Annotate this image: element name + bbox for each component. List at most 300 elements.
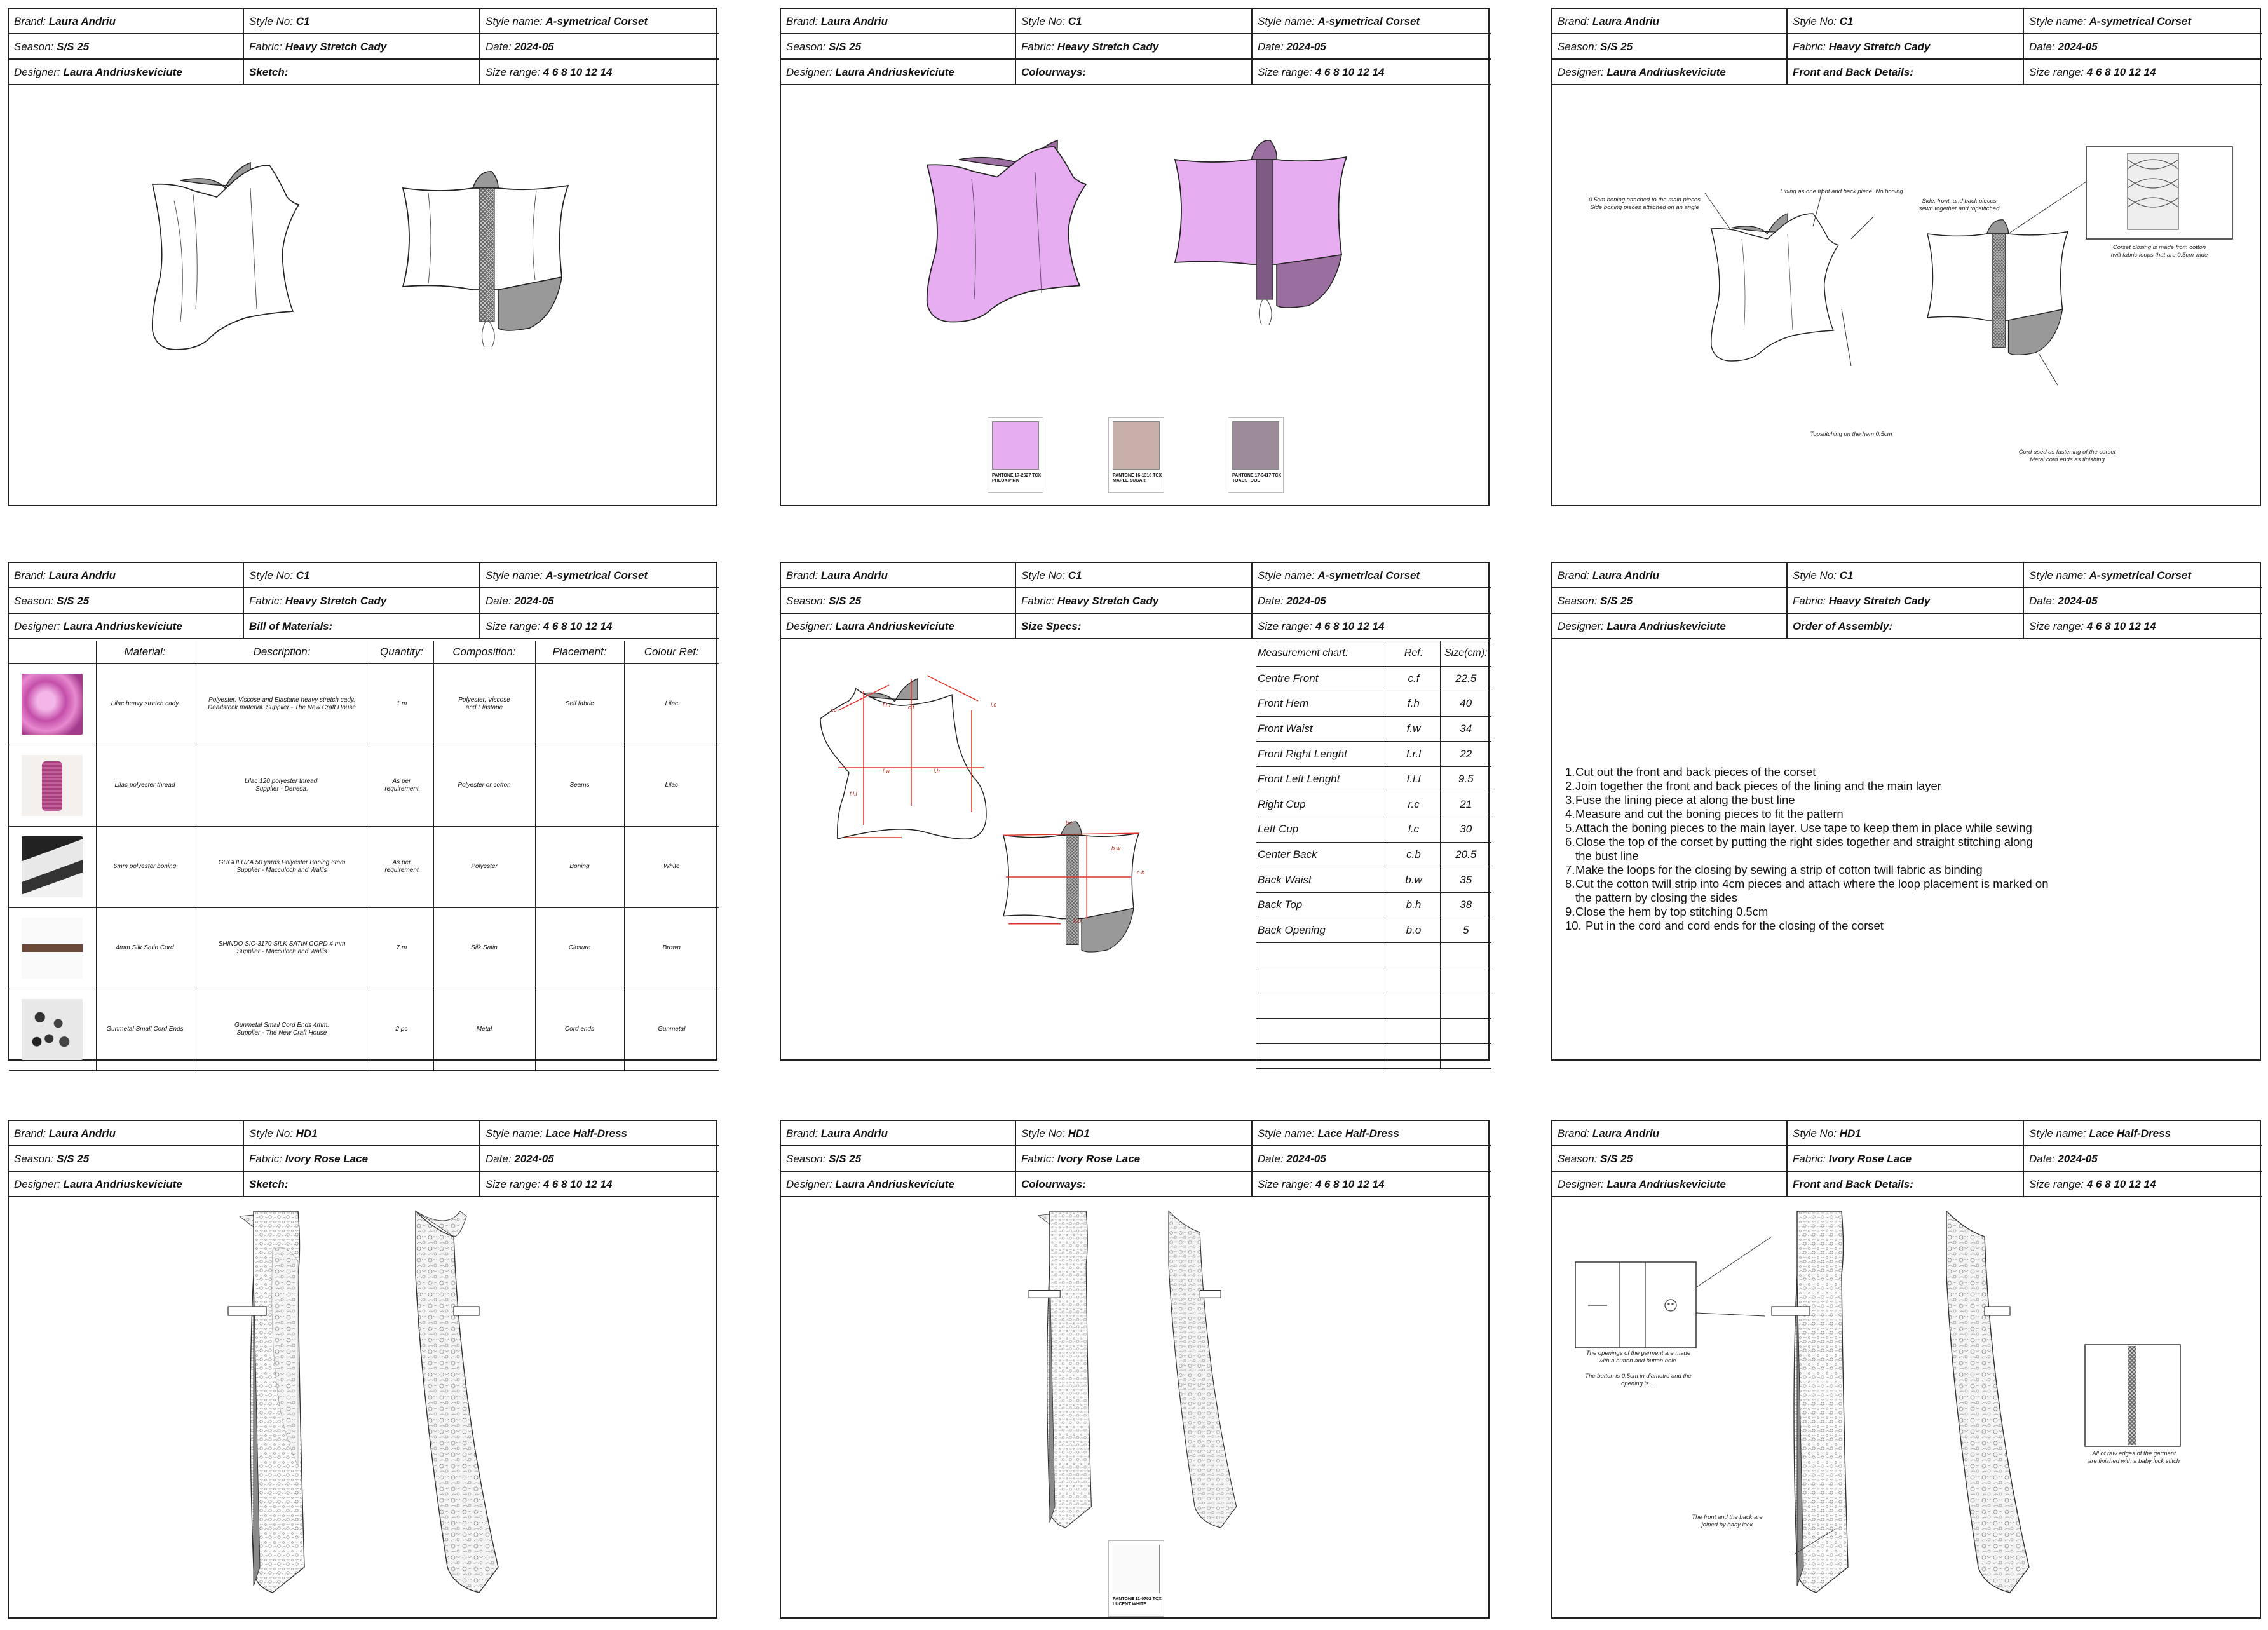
fabric-cell: Fabric: Ivory Rose Lace [1788, 1146, 2024, 1172]
section-title: Colourways: [1016, 60, 1253, 85]
measurement-sketch-label: l.c [991, 702, 996, 708]
size-range-cell: Size range: 4 6 8 10 12 14 [480, 1172, 719, 1197]
measurement-row [1256, 766, 1491, 792]
measurement-sketch-label: r.c [831, 707, 837, 713]
measurement-row [1256, 817, 1491, 843]
assembly-step [1565, 863, 2049, 877]
measurement-sketch-label: f.w [883, 768, 890, 774]
measurement-cell: Ref: [1387, 641, 1441, 667]
measurement-row [1256, 1043, 1491, 1069]
bom-cell: Polyester, Viscose and Elastane heavy stretch cady. Deadstock material. Supplier - The New Craft House [194, 663, 370, 745]
assembly-step-text: Cut the cotton twill strip into 4cm pieces and attach where the loop placement is marked on [1575, 877, 2049, 890]
measurement-cell: 9.5 [1441, 766, 1491, 792]
corset-front-sketch [153, 163, 299, 350]
bom-row [9, 989, 719, 1070]
measurement-cell [1256, 1018, 1387, 1043]
fabric-cell: Fabric: Ivory Rose Lace [244, 1146, 480, 1172]
measurement-cell: Measurement chart: [1256, 641, 1387, 667]
brand-cell: Brand: Laura Andriu [1552, 563, 1788, 588]
measurement-cell: Front Right Lenght [1256, 742, 1387, 767]
section-title: Bill of Materials: [244, 614, 480, 639]
bom-cell: 2 pc [370, 989, 433, 1070]
bom-cell: Self fabric [535, 663, 624, 745]
season-cell: Season: S/S 25 [781, 588, 1016, 614]
designer-cell: Designer: Laura Andriuskeviciute [9, 614, 244, 639]
bom-table [9, 641, 719, 1071]
designer-cell: Designer: Laura Andriuskeviciute [1552, 1172, 1788, 1197]
assembly-step-number: 5. [1565, 821, 1575, 834]
date-cell: Date: 2024-05 [1253, 1146, 1491, 1172]
bom-cell: Lilac heavy stretch cady [96, 663, 194, 745]
dress-detail-sketch [1552, 1199, 2260, 1619]
date-cell: Date: 2024-05 [2024, 1146, 2262, 1172]
colour-chip-label: PANTONE 11-0702 TCX LUCENT WHITE [1113, 1597, 1162, 1606]
size-range-cell: Size range: 4 6 8 10 12 14 [2024, 60, 2262, 85]
bom-header-cell: Placement: [535, 641, 624, 663]
bom-cell: 7 m [370, 907, 433, 989]
detail-note-boning: 0.5cm boning attached to the main pieces Side boning pieces attached on an angle [1589, 196, 1701, 211]
material-swatch-image [22, 836, 83, 897]
bom-cell: As per requirement [370, 745, 433, 826]
date-cell: Date: 2024-05 [480, 588, 719, 614]
season-cell: Season: S/S 25 [1552, 588, 1788, 614]
section-title: Sketch: [244, 60, 480, 85]
bom-header-cell: Colour Ref: [624, 641, 719, 663]
measurement-row [1256, 1018, 1491, 1043]
corset-detail-sketch [1552, 86, 2260, 506]
section-title: Size Specs: [1016, 614, 1253, 639]
measurement-cell: Back Opening [1256, 918, 1387, 943]
dress-colourways-page [780, 1120, 1490, 1619]
bom-cell: Gunmetal [624, 989, 719, 1070]
bom-cell: Polyester or cotton [433, 745, 535, 826]
measurement-cell: Center Back [1256, 842, 1387, 867]
brand-cell: Brand: Laura Andriu [1552, 9, 1788, 34]
brand-cell: Brand: Laura Andriu [781, 563, 1016, 588]
designer-cell: Designer: Laura Andriuskeviciute [9, 1172, 244, 1197]
style-name-cell: Style name: Lace Half-Dress [480, 1121, 719, 1146]
measurement-header-row [1256, 641, 1491, 667]
measurement-cell [1441, 968, 1491, 993]
material-swatch-image [22, 999, 83, 1060]
size-range-cell: Size range: 4 6 8 10 12 14 [2024, 614, 2262, 639]
season-cell: Season: S/S 25 [9, 34, 244, 60]
measurement-cell: b.o [1387, 918, 1441, 943]
measurement-row [1256, 892, 1491, 918]
style-no-cell: Style No: HD1 [244, 1121, 480, 1146]
measurement-cell: c.f [1387, 666, 1441, 691]
detail-note-openings: The openings of the garment are made with a button and button hole. The button is 0.5cm in diametre and the opening is ... [1585, 1350, 1692, 1387]
detail-note-raw-edges: All of raw edges of the garment are finished with a baby lock stitch [2088, 1450, 2180, 1465]
assembly-step-text: Join together the front and back pieces of the lining and the main layer [1575, 779, 1941, 792]
designer-cell: Designer: Laura Andriuskeviciute [781, 614, 1016, 639]
detail-note-cord: Cord used as fastening of the corset Metal cord ends as finishing [2018, 449, 2116, 463]
measurement-cell: 21 [1441, 792, 1491, 817]
measurement-cell [1441, 1043, 1491, 1069]
assembly-step [1565, 793, 2049, 807]
measurement-cell [1441, 1018, 1491, 1043]
measurement-cell: Back Top [1256, 892, 1387, 918]
measurement-row [1256, 666, 1491, 691]
corset-flat-sketch [9, 86, 716, 506]
measurement-row [1256, 792, 1491, 817]
detail-note-babylock: The front and the back are joined by baby lock [1692, 1514, 1763, 1528]
dress-sketch-area [9, 1199, 716, 1619]
brand-cell: Brand: Laura Andriu [9, 563, 244, 588]
details-area [1552, 86, 2260, 506]
season-cell: Season: S/S 25 [1552, 34, 1788, 60]
brand-cell: Brand: Laura Andriu [9, 9, 244, 34]
brand-cell: Brand: Laura Andriu [781, 1121, 1016, 1146]
season-cell: Season: S/S 25 [781, 34, 1016, 60]
colour-chip-swatch [1113, 421, 1160, 470]
style-name-cell: Style name: A-symetrical Corset [1253, 563, 1491, 588]
measurement-cell [1256, 1043, 1387, 1069]
measurement-cell: Back Waist [1256, 867, 1387, 893]
bom-cell: Lilac polyester thread [96, 745, 194, 826]
fabric-cell: Fabric: Ivory Rose Lace [1016, 1146, 1253, 1172]
season-cell: Season: S/S 25 [1552, 1146, 1788, 1172]
style-no-cell: Style No: C1 [1016, 563, 1253, 588]
measurement-cell [1387, 968, 1441, 993]
bom-header-cell: Material: [96, 641, 194, 663]
bom-cell: Brown [624, 907, 719, 989]
measurement-cell [1256, 943, 1387, 968]
measurement-sketch-label: f.h [934, 768, 940, 774]
measurement-cell: 5 [1441, 918, 1491, 943]
measurement-cell: Front Left Lenght [1256, 766, 1387, 792]
spec-header [9, 9, 716, 85]
bom-header-cell: Composition: [433, 641, 535, 663]
bom-area [9, 641, 716, 1061]
season-cell: Season: S/S 25 [9, 1146, 244, 1172]
fabric-cell: Fabric: Heavy Stretch Cady [244, 588, 480, 614]
assembly-step-text: the pattern by closing the sides [1575, 891, 1738, 904]
bom-cell: Polyester [433, 826, 535, 907]
section-title: Colourways: [1016, 1172, 1253, 1197]
measurement-sketch-label: f.r.l [883, 702, 891, 708]
bom-cell: GUGULUZA 50 yards Polyester Boning 6mm Supplier - Macculoch and Wallis [194, 826, 370, 907]
measurement-sketch [781, 641, 1251, 1061]
measurement-row [1256, 842, 1491, 867]
bom-cell: Gunmetal Small Cord Ends 4mm. Supplier - The New Craft House [194, 989, 370, 1070]
assembly-step [1565, 765, 2049, 779]
colour-chip-swatch [1113, 1545, 1160, 1593]
dress-flat-sketch [9, 1199, 716, 1619]
bom-cell: Closure [535, 907, 624, 989]
measurement-cell: f.h [1387, 691, 1441, 717]
bom-cell: 6mm polyester boning [96, 826, 194, 907]
assembly-step-number: 3. [1565, 793, 1575, 806]
bom-cell: 1 m [370, 663, 433, 745]
style-name-cell: Style name: Lace Half-Dress [1253, 1121, 1491, 1146]
measurement-cell: b.w [1387, 867, 1441, 893]
designer-cell: Designer: Laura Andriuskeviciute [1552, 614, 1788, 639]
bom-cell: Polyester, Viscose and Elastane [433, 663, 535, 745]
measurement-row [1256, 742, 1491, 767]
measurement-sketch-label: b.w [1111, 845, 1121, 852]
measurement-cell [1387, 1018, 1441, 1043]
bom-cell: Gunmetal Small Cord Ends [96, 989, 194, 1070]
assembly-step [1565, 919, 2049, 933]
colour-chip [988, 417, 1043, 493]
fabric-cell: Fabric: Heavy Stretch Cady [244, 34, 480, 60]
brand-cell: Brand: Laura Andriu [9, 1121, 244, 1146]
detail-note-closing: Corset closing is made from cotton twill fabric loops that are 0.5cm wide [2110, 244, 2208, 259]
bom-header-cell: Quantity: [370, 641, 433, 663]
measurement-cell: c.b [1387, 842, 1441, 867]
measurement-sketch-label: b.o [1073, 918, 1082, 924]
measurement-cell: Right Cup [1256, 792, 1387, 817]
bom-cell: 4mm Silk Satin Cord [96, 907, 194, 989]
measurement-cell [1387, 993, 1441, 1019]
designer-cell: Designer: Laura Andriuskeviciute [9, 60, 244, 85]
measurement-cell: f.r.l [1387, 742, 1441, 767]
assembly-page [1551, 562, 2261, 1061]
section-title: Front and Back Details: [1788, 1172, 2024, 1197]
style-name-cell: Style name: Lace Half-Dress [2024, 1121, 2262, 1146]
size-range-cell: Size range: 4 6 8 10 12 14 [1253, 614, 1491, 639]
colour-chip-label: PANTONE 17-2627 TCX PHLOX PINK [992, 473, 1042, 483]
size-range-cell: Size range: 4 6 8 10 12 14 [480, 614, 719, 639]
date-cell: Date: 2024-05 [480, 1146, 719, 1172]
measurement-cell [1256, 968, 1387, 993]
corset-back-sketch [403, 172, 568, 347]
style-no-cell: Style No: HD1 [1788, 1121, 2024, 1146]
bom-cell: Seams [535, 745, 624, 826]
assembly-step-text: Attach the boning pieces to the main layer. Use tape to keep them in place while sewing [1575, 821, 2032, 834]
bom-row [9, 745, 719, 826]
size-range-cell: Size range: 4 6 8 10 12 14 [1253, 60, 1491, 85]
designer-cell: Designer: Laura Andriuskeviciute [781, 1172, 1016, 1197]
designer-cell: Designer: Laura Andriuskeviciute [1552, 60, 1788, 85]
assembly-step-text: the bust line [1575, 849, 1639, 862]
measurement-cell: b.h [1387, 892, 1441, 918]
size-specs-area [781, 641, 1488, 1061]
season-cell: Season: S/S 25 [9, 588, 244, 614]
designer-cell: Designer: Laura Andriuskeviciute [781, 60, 1016, 85]
assembly-step-text: Close the top of the corset by putting the right sides together and straight stitching along [1575, 835, 2033, 848]
style-no-cell: Style No: C1 [1788, 563, 2024, 588]
bom-cell: Metal [433, 989, 535, 1070]
style-name-cell: Style name: A-symetrical Corset [480, 563, 719, 588]
bom-cell: White [624, 826, 719, 907]
assembly-step [1565, 891, 2049, 905]
size-range-cell: Size range: 4 6 8 10 12 14 [1253, 1172, 1491, 1197]
colourways-area [781, 86, 1488, 506]
date-cell: Date: 2024-05 [480, 34, 719, 60]
fabric-cell: Fabric: Heavy Stretch Cady [1788, 588, 2024, 614]
assembly-step-number: 9. [1565, 905, 1575, 918]
assembly-step-text: Close the hem by top stitching 0.5cm [1575, 905, 1769, 918]
assembly-step-number: 8. [1565, 877, 1575, 890]
measurement-cell: 34 [1441, 716, 1491, 742]
colour-chip [1108, 1540, 1164, 1617]
assembly-step [1565, 807, 2049, 821]
measurement-cell: Front Hem [1256, 691, 1387, 717]
colour-chip-swatch [1232, 421, 1279, 470]
detail-note-lining: Lining as one front and back piece. No boning [1780, 188, 1903, 195]
assembly-step [1565, 779, 2049, 793]
assembly-step-text: Put in the cord and cord ends for the closing of the corset [1586, 919, 1884, 932]
corset-sketch-page [8, 8, 717, 506]
measurement-cell: 35 [1441, 867, 1491, 893]
measurement-chart [1256, 641, 1491, 1069]
style-no-cell: Style No: HD1 [1016, 1121, 1253, 1146]
bom-row [9, 663, 719, 745]
assembly-step-text: Measure and cut the boning pieces to fit the pattern [1575, 807, 1844, 820]
colour-chip-label: PANTONE 16-1318 TCX MAPLE SUGAR [1113, 473, 1162, 483]
spec-header [9, 1121, 716, 1197]
date-cell: Date: 2024-05 [2024, 34, 2262, 60]
style-no-cell: Style No: C1 [1016, 9, 1253, 34]
spec-header [1552, 563, 2260, 639]
measurement-cell [1256, 993, 1387, 1019]
spec-header [9, 563, 716, 639]
section-title: Order of Assembly: [1788, 614, 2024, 639]
measurement-row [1256, 716, 1491, 742]
dress-sketch-page [8, 1120, 717, 1619]
assembly-step-number [1565, 849, 1575, 863]
detail-note-seams: Side, front, and back pieces sewn together and topstitched [1918, 198, 2000, 212]
bom-row [9, 826, 719, 907]
dress-back-sketch [416, 1211, 498, 1593]
colour-chip [1228, 417, 1284, 493]
assembly-step-number: 7. [1565, 863, 1575, 876]
spec-header [1552, 1121, 2260, 1197]
bom-swatch-cell [9, 663, 96, 745]
assembly-step-text: Fuse the lining piece at along the bust line [1575, 793, 1795, 806]
assembly-step-text: Make the loops for the closing by sewing a strip of cotton twill fabric as binding [1575, 863, 1983, 876]
measurement-cell: r.c [1387, 792, 1441, 817]
bom-cell: Lilac [624, 663, 719, 745]
style-name-cell: Style name: A-symetrical Corset [1253, 9, 1491, 34]
bom-swatch-cell [9, 989, 96, 1070]
measurement-cell: Size(cm): [1441, 641, 1491, 667]
assembly-area [1552, 641, 2260, 1061]
measurement-sketch-label: c.f [908, 704, 914, 710]
measurement-row [1256, 943, 1491, 968]
size-specs-page [780, 562, 1490, 1061]
assembly-step-number: 2. [1565, 779, 1575, 792]
measurement-cell: 40 [1441, 691, 1491, 717]
dress-front-sketch [228, 1211, 304, 1593]
measurement-sketch-label: b.t [1066, 820, 1073, 826]
style-name-cell: Style name: A-symetrical Corset [2024, 563, 2262, 588]
measurement-row [1256, 691, 1491, 717]
fabric-cell: Fabric: Heavy Stretch Cady [1788, 34, 2024, 60]
bom-cell: SHINDO SIC-3170 SILK SATIN CORD 4 mm Supplier - Macculoch and Wallis [194, 907, 370, 989]
bom-swatch-cell [9, 745, 96, 826]
measurement-cell [1387, 943, 1441, 968]
bom-cell: Cord ends [535, 989, 624, 1070]
size-range-cell: Size range: 4 6 8 10 12 14 [2024, 1172, 2262, 1197]
measurement-row [1256, 918, 1491, 943]
measurement-cell [1387, 1043, 1441, 1069]
corset-details-page [1551, 8, 2261, 506]
assembly-step [1565, 849, 2049, 863]
bom-cell: Lilac [624, 745, 719, 826]
measurement-cell: 22.5 [1441, 666, 1491, 691]
measurement-row [1256, 867, 1491, 893]
dress-details-area [1552, 1199, 2260, 1619]
bom-header-cell: Description: [194, 641, 370, 663]
measurement-cell: Centre Front [1256, 666, 1387, 691]
style-name-cell: Style name: A-symetrical Corset [480, 9, 719, 34]
assembly-step-number: 4. [1565, 807, 1575, 820]
measurement-sketch-label: c.b [1137, 869, 1145, 876]
spec-header [781, 563, 1488, 639]
date-cell: Date: 2024-05 [1253, 588, 1491, 614]
assembly-step [1565, 835, 2049, 849]
colour-chip [1108, 417, 1164, 493]
measurement-cell: l.c [1387, 817, 1441, 843]
spec-header [1552, 9, 2260, 85]
bom-cell: Lilac 120 polyester thread. Supplier - Denesa. [194, 745, 370, 826]
assembly-step-text: Cut out the front and back pieces of the corset [1575, 765, 1816, 778]
section-title: Front and Back Details: [1788, 60, 2024, 85]
measurement-cell: 20.5 [1441, 842, 1491, 867]
style-no-cell: Style No: C1 [1788, 9, 2024, 34]
assembly-step [1565, 821, 2049, 835]
brand-cell: Brand: Laura Andriu [1552, 1121, 1788, 1146]
measurement-cell [1441, 943, 1491, 968]
bom-swatch-cell [9, 826, 96, 907]
colour-chip-label: PANTONE 17-3417 TCX TOADSTOOL [1232, 473, 1282, 483]
section-title: Sketch: [244, 1172, 480, 1197]
bom-row [9, 907, 719, 989]
assembly-step [1565, 877, 2049, 891]
bom-cell: As per requirement [370, 826, 433, 907]
measurement-cell: f.l.l [1387, 766, 1441, 792]
fabric-cell: Fabric: Heavy Stretch Cady [1016, 34, 1253, 60]
dress-colourways-area [781, 1199, 1488, 1619]
dress-details-page [1551, 1120, 2261, 1619]
bom-cell: Boning [535, 826, 624, 907]
measurement-row [1256, 993, 1491, 1019]
bom-header-cell [9, 641, 96, 663]
measurement-cell: Left Cup [1256, 817, 1387, 843]
size-range-cell: Size range: 4 6 8 10 12 14 [480, 60, 719, 85]
bom-cell: Silk Satin [433, 907, 535, 989]
sketch-area [9, 86, 716, 506]
material-swatch-image [22, 918, 83, 979]
detail-note-hem: Topstitching on the hem 0.5cm [1810, 431, 1892, 438]
assembly-step-number: 1. [1565, 765, 1575, 778]
assembly-step-list [1565, 765, 2049, 933]
assembly-step-number [1565, 891, 1575, 905]
style-no-cell: Style No: C1 [244, 9, 480, 34]
corset-colourways-page [780, 8, 1490, 506]
bom-page [8, 562, 717, 1061]
measurement-cell: 30 [1441, 817, 1491, 843]
assembly-step [1565, 905, 2049, 919]
material-swatch-image [22, 755, 83, 816]
measurement-cell: f.w [1387, 716, 1441, 742]
assembly-step-number: 6. [1565, 835, 1575, 848]
measurement-cell: 22 [1441, 742, 1491, 767]
assembly-step-number: 10. [1565, 919, 1582, 932]
season-cell: Season: S/S 25 [781, 1146, 1016, 1172]
material-swatch-image [22, 674, 83, 735]
style-name-cell: Style name: A-symetrical Corset [2024, 9, 2262, 34]
fabric-cell: Fabric: Heavy Stretch Cady [1016, 588, 1253, 614]
style-no-cell: Style No: C1 [244, 563, 480, 588]
spec-header [781, 1121, 1488, 1197]
measurement-sketch-label: f.l.l [850, 791, 857, 797]
measurement-cell: Front Waist [1256, 716, 1387, 742]
bom-swatch-cell [9, 907, 96, 989]
